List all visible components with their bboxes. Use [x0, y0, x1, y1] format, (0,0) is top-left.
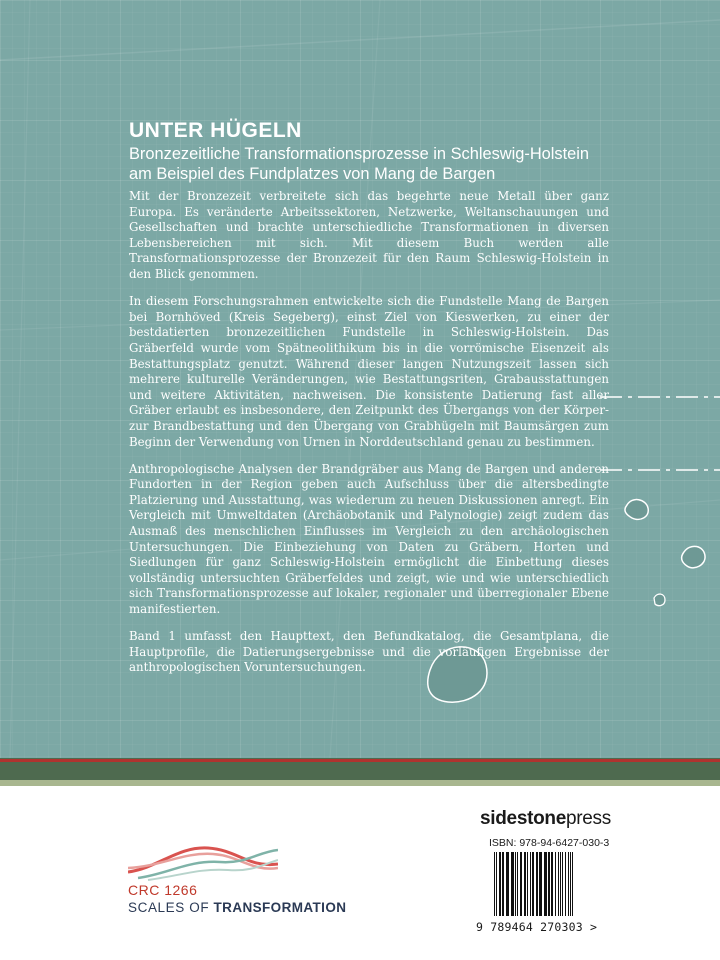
barcode-bar	[536, 852, 538, 916]
barcode-bar	[494, 852, 495, 916]
barcode-digits: 9 789464 270303 >	[476, 920, 598, 934]
barcode-bar	[515, 852, 516, 916]
barcode-bar	[539, 852, 542, 916]
barcode-icon	[488, 852, 608, 920]
barcode-bar	[520, 852, 522, 916]
publisher-name-bold: sidestone	[480, 808, 566, 829]
barcode-bar	[524, 852, 526, 916]
crc-wave-logo-icon	[128, 838, 278, 882]
book-subtitle: Bronzezeitliche Transformationsprozesse in Schleswig-Holstein am Beispiel des Fundplatzes von Mang de Bargen	[129, 145, 590, 183]
barcode-bar	[506, 852, 509, 916]
barcode-bar	[496, 852, 497, 916]
barcode-bar	[527, 852, 528, 916]
crc-label: CRC 1266	[128, 882, 198, 898]
blurb-paragraph: Anthropologische Analysen der Brandgräber aus Mang de Bargen und anderen Fundorten in der Region geben auch Aufschluss über die altersbedingte Platzierung und Ausstattung, was wiederum zu neuen Diskussionen anregt. Ein Vergleich mit Umweltdaten (Archäobotanik und Palynologie) zeigt zudem das Ausmaß des menschlichen Einflusses im Vergleich zu den archäologischen Untersuchungen. Die Einbeziehung von Daten zu Gräbern, Horten und Siedlungen für ganz Schleswig-Holstein ermöglicht die Einbettung dieses vollständig untersuchten Gräberfeldes und zeigt, wie und wie unterschiedlich sich Transformationsprozesse auf lokaler, regionaler und überregionaler Ebene manifestierten.	[129, 461, 609, 617]
blurb-paragraph: Mit der Bronzezeit verbreitete sich das begehrte neue Metall über ganz Europa. Es veränderte Arbeitssektoren, Netzwerke, Weltanschauungen und Gesellschaften und brachte unterschiedliche Transformationen in diversen Lebensbereichen mit sich. Mit diesem Buch werden alle Transformationsprozesse der Bronzezeit für den Raum Schleswig-Holstein in den Blick genommen.	[129, 189, 609, 281]
barcode-bar	[502, 852, 504, 916]
barcode-bar	[551, 852, 553, 916]
divider-stripe-red	[0, 759, 720, 762]
barcode-bar	[532, 852, 534, 916]
barcode-bar	[572, 852, 573, 916]
publisher-name-regular: press	[566, 808, 611, 829]
barcode-bar	[568, 852, 569, 916]
blurb-paragraph: Band 1 umfasst den Haupttext, den Befundkatalog, die Gesamtplana, die Hauptprofile, die Datierungsergebnisse und die vorläufigen Ergebnisse der anthropologischen Voruntersuchungen.	[129, 629, 609, 675]
barcode-bar	[548, 852, 550, 916]
barcode-bar	[511, 852, 514, 916]
blurb-paragraph: In diesem Forschungsrahmen entwickelte sich die Fundstelle Mang de Bargen bei Bornhöved (Kreis Segeberg), einst Ziel von Kieswerken, zu einer der bestdatierten bronzezeitlichen Fundstelle in Schleswig-Holstein. Das Gräberfeld wurde vom Spätneolithikum bis in die vorrömische Eisenzeit als Bestattungsplatz genutzt. Während dieser langen Nutzungszeit lassen sich mehrere kulturelle Veränderungen, wie Bestattungsriten, Grabausstattungen und weitere Aktivitäten, nachweisen. Die konsistente Datierung fast aller Gräber erlaubt es insbesondere, den Zeitpunkt des Übergangs von der Körper- zur Brandbestattung und den Übergang von Grabhügeln mit Baumsärgen zum Beginn der Verwendung von Urnen in Norddeutschland genau zu bestimmen.	[129, 294, 609, 449]
barcode-bar	[499, 852, 501, 916]
barcode-bar	[555, 852, 556, 916]
barcode-bar	[530, 852, 531, 916]
book-title: UNTER HÜGELN	[129, 119, 302, 142]
barcode-bar	[570, 852, 571, 916]
scales-bold: TRANSFORMATION	[213, 900, 347, 915]
barcode-bar	[560, 852, 561, 916]
barcode-bar	[562, 852, 563, 916]
blurb-text	[129, 189, 609, 688]
scales-of-transformation	[128, 900, 346, 915]
barcode-bar	[565, 852, 566, 916]
publisher-logo	[480, 808, 611, 830]
scales-regular: SCALES OF	[128, 900, 214, 915]
title-block	[129, 118, 609, 184]
barcode-bar	[544, 852, 547, 916]
barcode-bar	[558, 852, 559, 916]
isbn-label: ISBN: 978-94-6427-030-3	[489, 837, 610, 849]
barcode-bar	[517, 852, 518, 916]
